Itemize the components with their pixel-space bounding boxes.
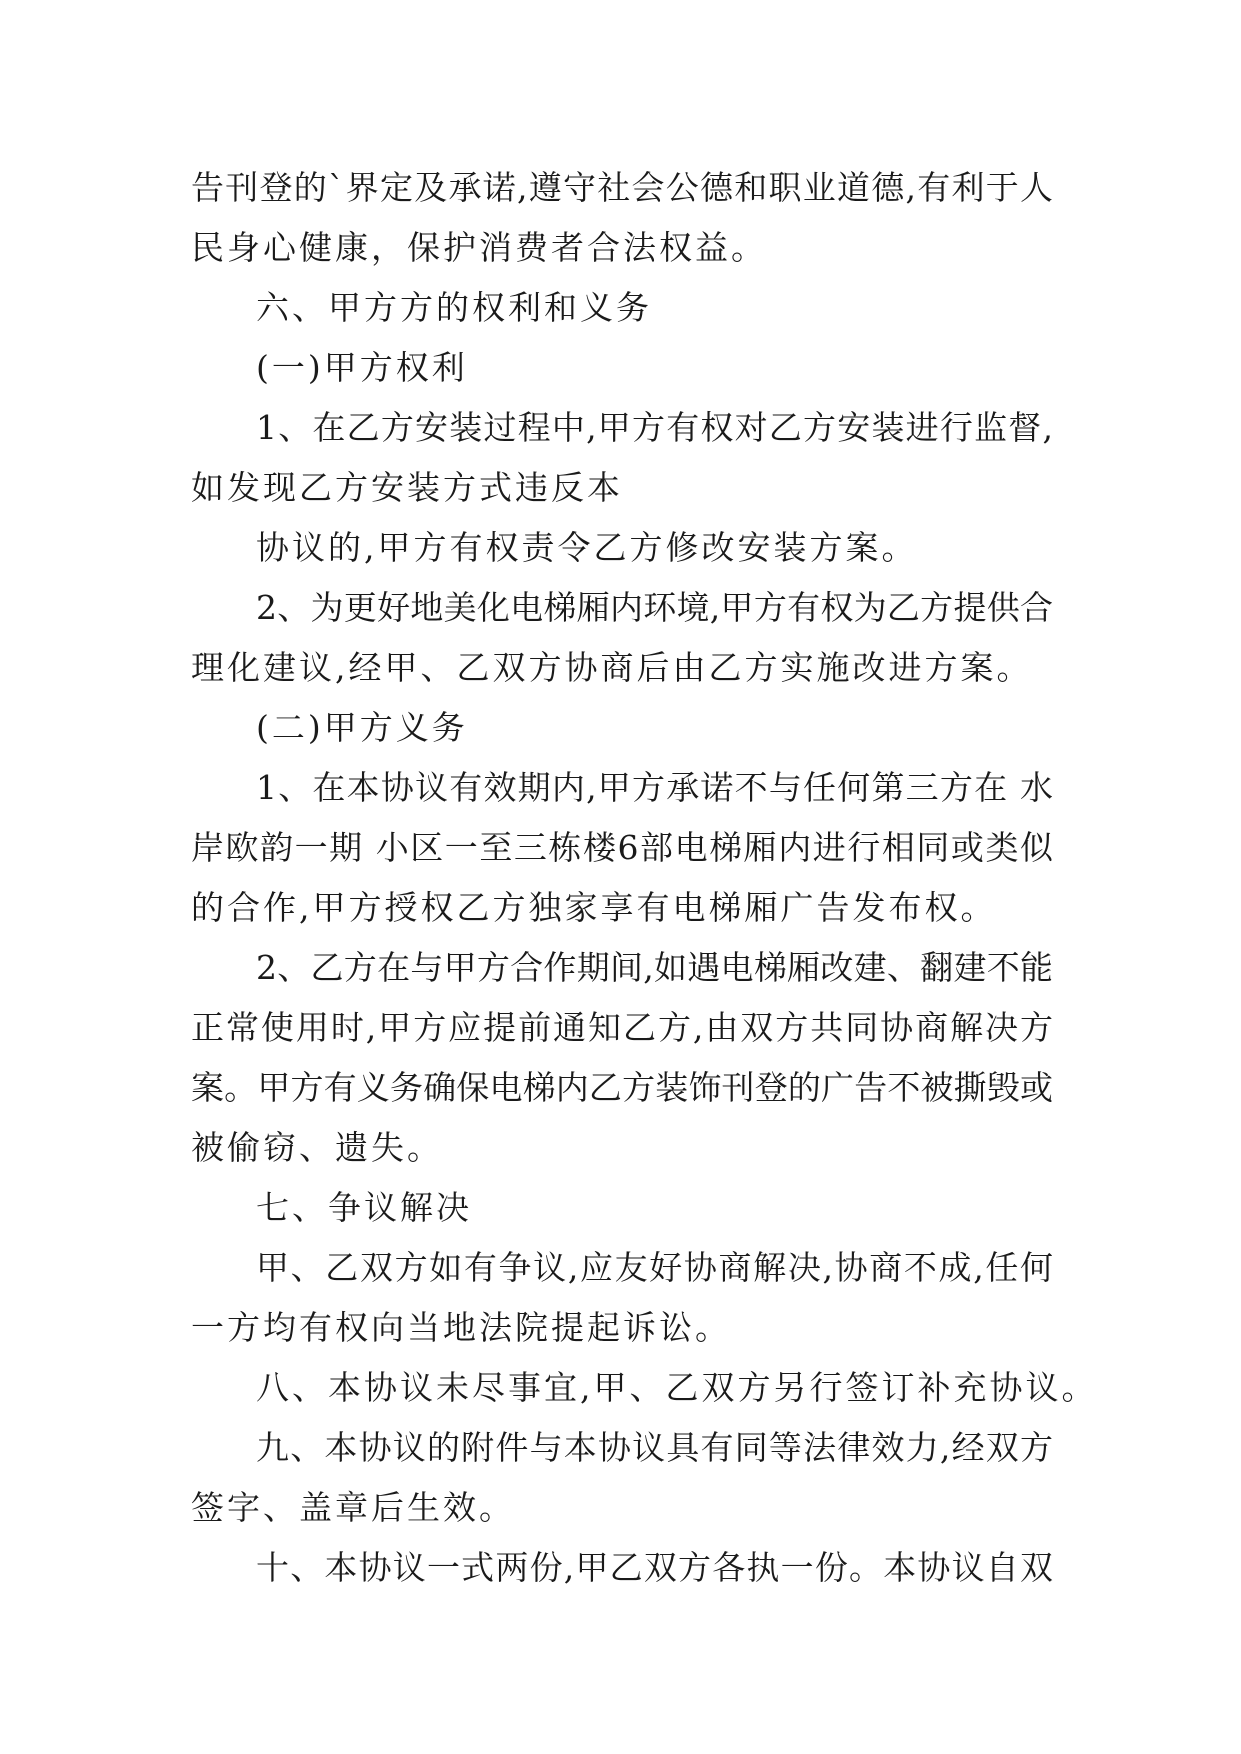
section-heading: 七、争议解决 bbox=[256, 1188, 472, 1227]
text-line: 十、本协议一式两份,甲乙双方各执一份。本协议自双 bbox=[256, 1548, 1053, 1587]
text-line: 岸欧韵一期 小区一至三栋楼6部电梯厢内进行相同或类似 bbox=[191, 828, 1053, 867]
text-line: 九、本协议的附件与本协议具有同等法律效力,经双方 bbox=[256, 1428, 1053, 1467]
subsection-heading: (二)甲方义务 bbox=[256, 708, 468, 747]
section-heading: 六、甲方方的权利和义务 bbox=[256, 288, 652, 327]
text-line: 的合作,甲方授权乙方独家享有电梯厢广告发布权。 bbox=[191, 888, 997, 927]
text-line: 协议的,甲方有权责令乙方修改安装方案。 bbox=[256, 528, 918, 567]
text-line: 2、为更好地美化电梯厢内环境,甲方有权为乙方提供合 bbox=[256, 588, 1053, 627]
text-line: 告刊登的`界定及承诺,遵守社会公德和职业道德,有利于人 bbox=[191, 168, 1053, 207]
text-line: 1、在本协议有效期内,甲方承诺不与任何第三方在 水 bbox=[256, 768, 1053, 807]
text-line: 2、乙方在与甲方合作期间,如遇电梯厢改建、翻建不能 bbox=[256, 948, 1053, 987]
text-line: 被偷窃、遗失。 bbox=[191, 1128, 443, 1167]
text-line: 理化建议,经甲、乙双方协商后由乙方实施改进方案。 bbox=[191, 648, 1033, 687]
text-line: 如发现乙方安装方式违反本 bbox=[191, 468, 623, 507]
text-line: 八、本协议未尽事宜,甲、乙双方另行签订补充协议。 bbox=[256, 1368, 1098, 1407]
text-line: 正常使用时,甲方应提前通知乙方,由双方共同协商解决方 bbox=[191, 1008, 1053, 1047]
text-line: 甲、乙双方如有争议,应友好协商解决,协商不成,任何 bbox=[256, 1248, 1053, 1287]
text-line: 一方均有权向当地法院提起诉讼。 bbox=[191, 1308, 731, 1347]
text-line: 1、在乙方安装过程中,甲方有权对乙方安装进行监督, bbox=[256, 408, 1053, 447]
text-line: 民身心健康，保护消费者合法权益。 bbox=[191, 228, 767, 267]
document-body bbox=[191, 158, 1098, 1598]
subsection-heading: (一)甲方权利 bbox=[256, 348, 468, 387]
text-line: 案。甲方有义务确保电梯内乙方装饰刊登的广告不被撕毁或 bbox=[191, 1068, 1053, 1107]
text-line: 签字、盖章后生效。 bbox=[191, 1488, 515, 1527]
